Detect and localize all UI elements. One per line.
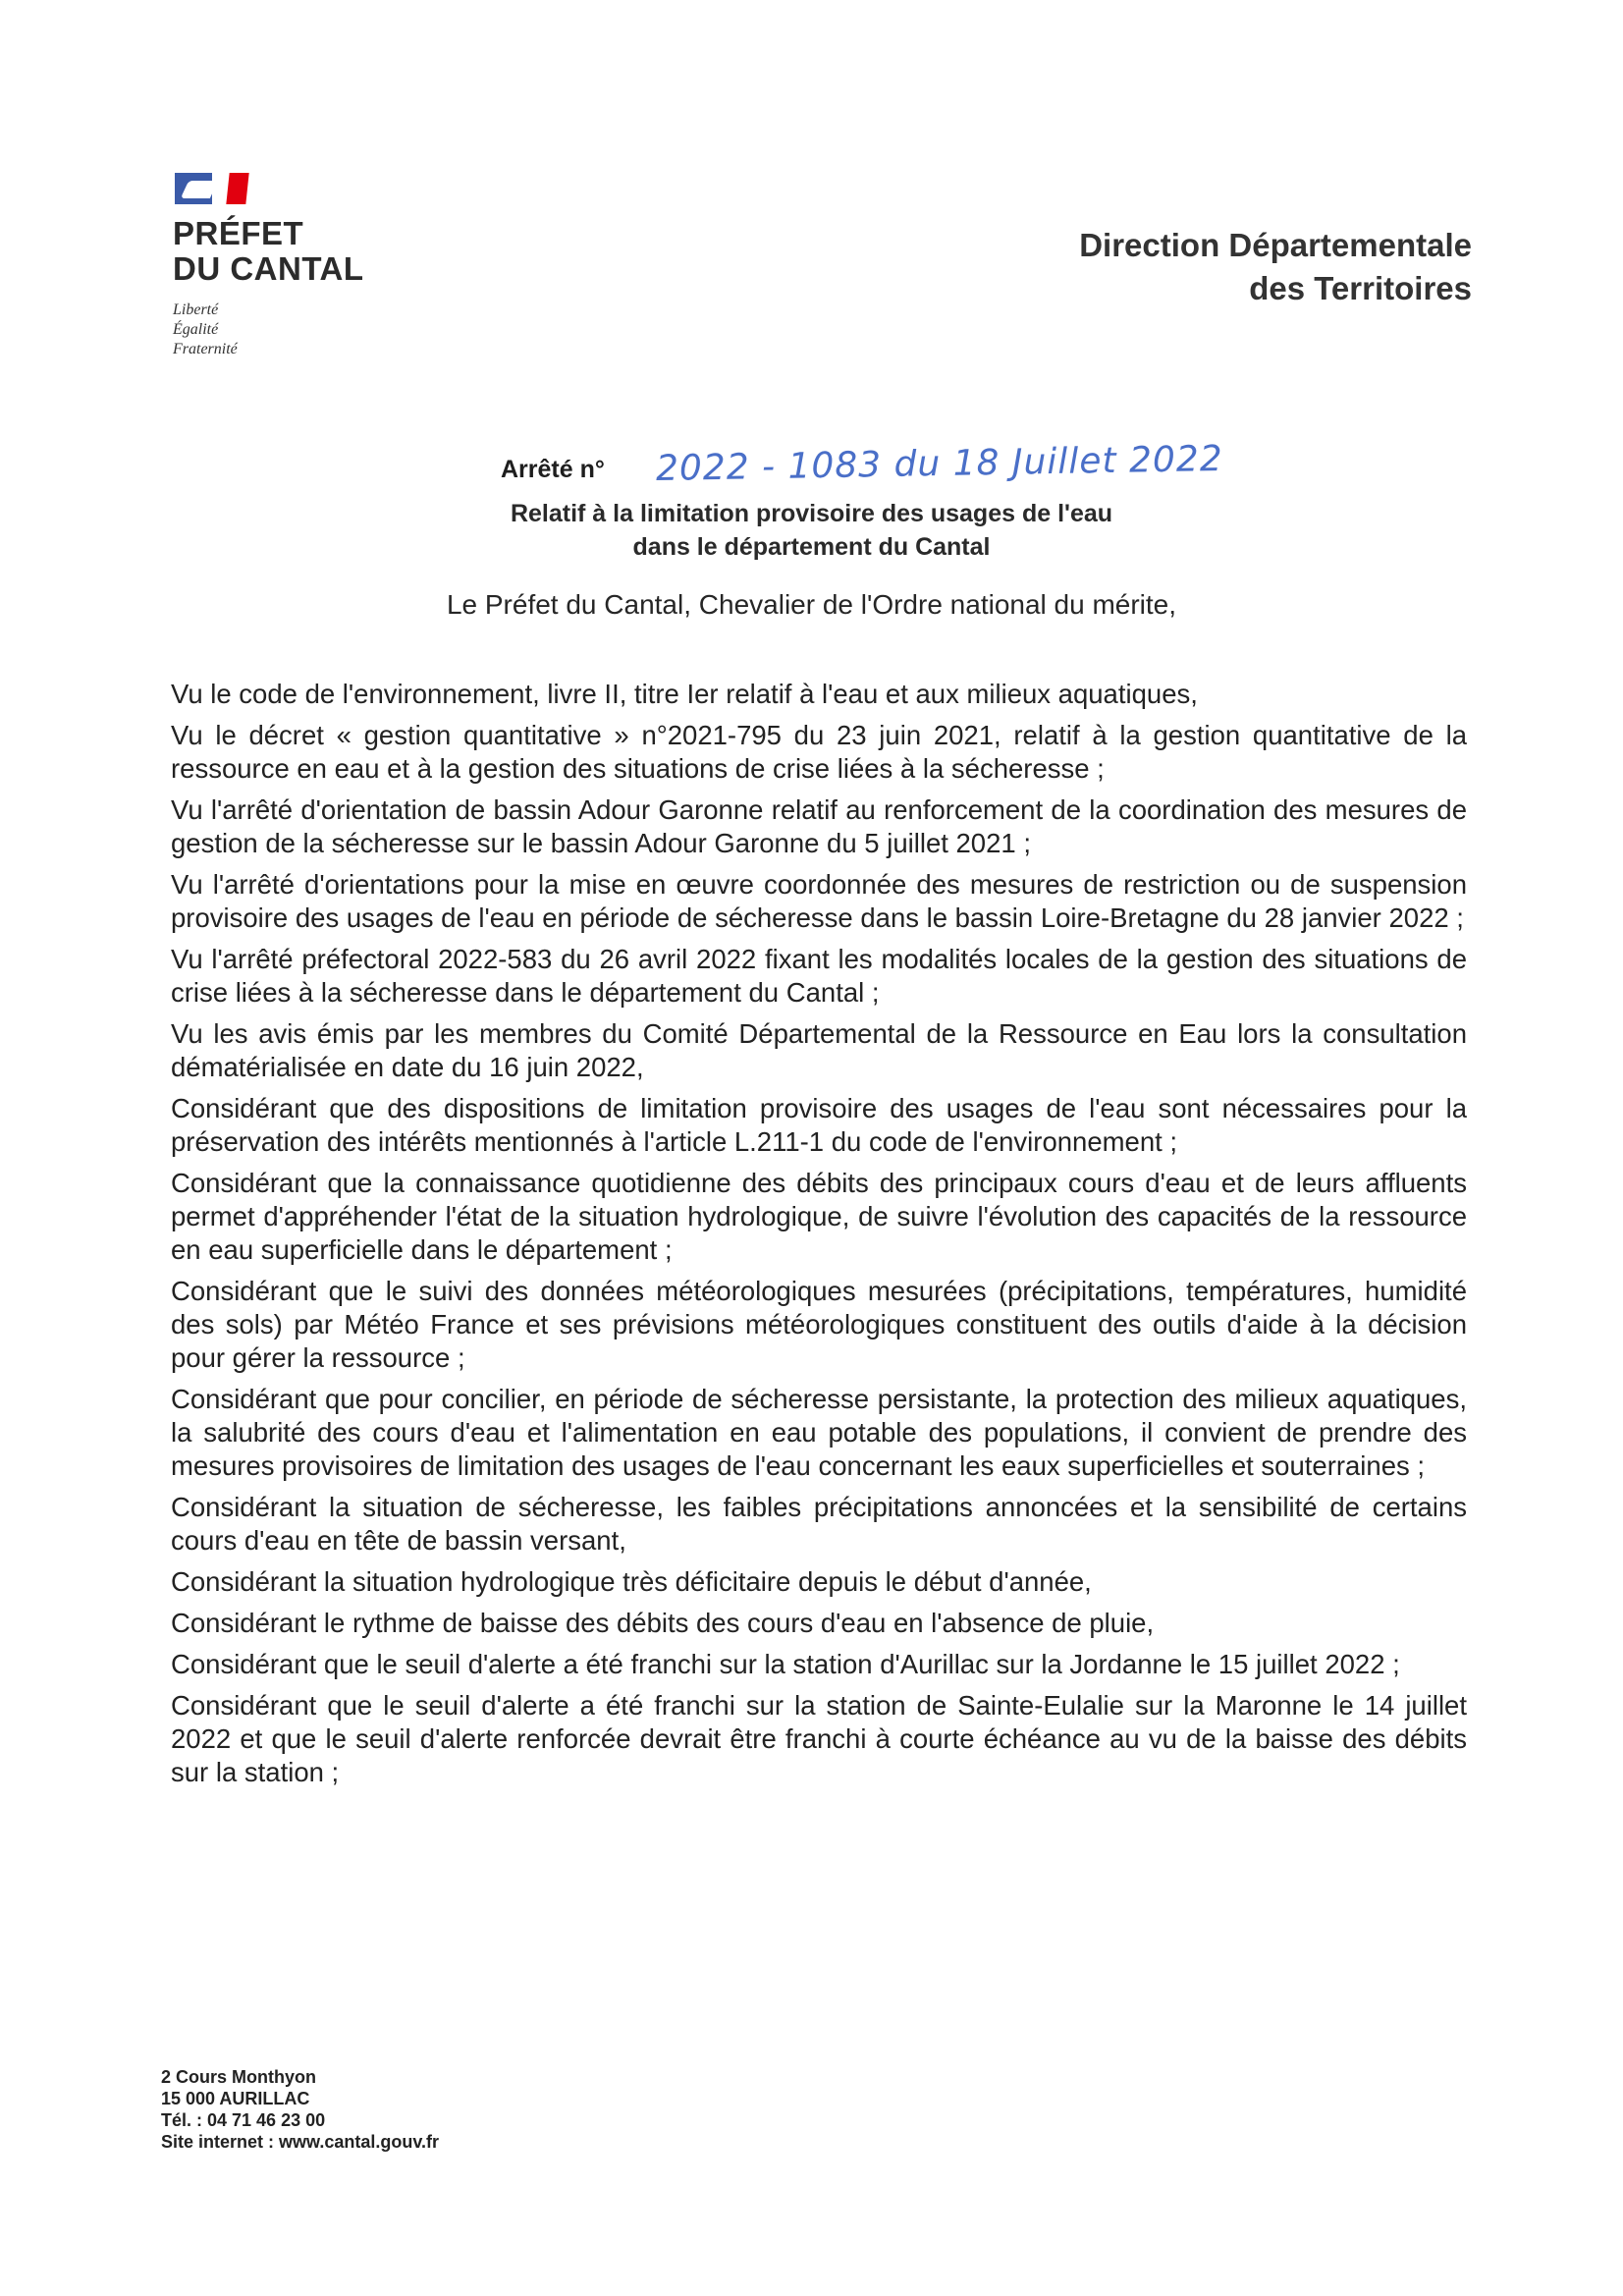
handwritten-number: 2022 - 1083 du 18 Juillet 2022: [655, 438, 1224, 490]
visas-section: [171, 678, 1467, 1797]
footer-city: 15 000 AURILLAC: [161, 2089, 310, 2108]
visa-paragraph: Vu l'arrêté d'orientations pour la mise en œuvre coordonnée des mesures de restriction ou de suspension provisoire des usages de l'eau en période de sécheresse dans le bassin Loire-Bretagne du 28 janvier 2022 ;: [171, 869, 1467, 933]
prefet-line-1: PRÉFET: [173, 215, 304, 251]
considerant-paragraph: Considérant que des dispositions de limitation provisoire des usages de l'eau sont nécessaires pour la préservation des intérêts mentionnés à l'article L.211-1 du code de l'environnement ;: [171, 1093, 1467, 1157]
devise: [173, 301, 467, 359]
direction-line-2: des Territoires: [1249, 270, 1472, 306]
visa-paragraph: Vu les avis émis par les membres du Comité Départemental de la Ressource en Eau lors la consultation dématérialisée en date du 16 juin 2022,: [171, 1018, 1467, 1082]
footer-address: [161, 2066, 439, 2153]
prefecture-logo: [173, 173, 467, 359]
arrete-title-line-2: dans le département du Cantal: [632, 533, 991, 561]
footer-street: 2 Cours Monthyon: [161, 2067, 316, 2087]
direction-title: [1079, 224, 1472, 310]
considerant-paragraph: Considérant que le seuil d'alerte a été franchi sur la station de Sainte-Eulalie sur la Maronne le 14 juillet 2022 et que le seuil d'alerte renforcée devrait être franchi à courte échéance au vu de la baisse des débits sur la station ;: [171, 1690, 1467, 1787]
prefet-title: [173, 216, 467, 287]
direction-line-1: Direction Départementale: [1079, 227, 1472, 263]
footer-phone: Tél. : 04 71 46 23 00: [161, 2110, 326, 2130]
considerant-paragraph: Considérant la situation hydrologique très déficitaire depuis le début d'année,: [171, 1566, 1092, 1597]
devise-egalite: Égalité: [173, 321, 219, 338]
devise-liberte: Liberté: [173, 301, 219, 318]
arrete-title-line-1: Relatif à la limitation provisoire des usages de l'eau: [510, 500, 1113, 527]
footer-website: Site internet : www.cantal.gouv.fr: [161, 2132, 440, 2152]
visa-paragraph: Vu le code de l'environnement, livre II, titre Ier relatif à l'eau et aux milieux aquatiques,: [171, 679, 1198, 709]
devise-fraternite: Fraternité: [173, 341, 238, 357]
arrete-label: Arrêté n°: [501, 456, 605, 483]
considerant-paragraph: Considérant la situation de sécheresse, les faibles précipitations annoncées et la sensibilité de certains cours d'eau en tête de bassin versant,: [171, 1492, 1467, 1556]
visa-paragraph: Vu l'arrêté préfectoral 2022-583 du 26 avril 2022 fixant les modalités locales de la gestion des situations de crise liées à la sécheresse dans le département du Cantal ;: [171, 944, 1467, 1008]
prefet-line-2: DU CANTAL: [173, 250, 364, 287]
prefet-intro: Le Préfet du Cantal, Chevalier de l'Ordre national du mérite,: [446, 589, 1177, 620]
considerant-paragraph: Considérant que le seuil d'alerte a été franchi sur la station d'Aurillac sur la Jordanne le 15 juillet 2022 ;: [171, 1649, 1400, 1679]
marianne-flag-icon: [175, 173, 269, 204]
considerant-paragraph: Considérant que la connaissance quotidienne des débits des principaux cours d'eau et de leurs affluents permet d'appréhender l'état de la situation hydrologique, de suivre l'évolution des capacités de la ressource en eau superficielle dans le département ;: [171, 1168, 1467, 1265]
visa-paragraph: Vu l'arrêté d'orientation de bassin Adour Garonne relatif au renforcement de la coordination des mesures de gestion de la sécheresse sur le bassin Adour Garonne du 5 juillet 2021 ;: [171, 794, 1467, 858]
considerant-paragraph: Considérant que pour concilier, en période de sécheresse persistante, la protection des milieux aquatiques, la salubrité des cours d'eau et l'alimentation en eau potable des populations, il convient de prendre des mesures provisoires de limitation des usages de l'eau concernant les eaux superficielles et souterraines ;: [171, 1384, 1467, 1481]
considerant-paragraph: Considérant que le suivi des données météorologiques mesurées (précipitations, températures, humidité des sols) par Météo France et ses prévisions météorologiques constituent des outils d'aide à la décision pour gérer la ressource ;: [171, 1276, 1467, 1373]
considerant-paragraph: Considérant le rythme de baisse des débits des cours d'eau en l'absence de pluie,: [171, 1608, 1155, 1638]
visa-paragraph: Vu le décret « gestion quantitative » n°2021-795 du 23 juin 2021, relatif à la gestion quantitative de la ressource en eau et à la gestion des situations de crise liées à la sécheresse ;: [171, 720, 1467, 784]
arrete-title: [0, 497, 1623, 564]
